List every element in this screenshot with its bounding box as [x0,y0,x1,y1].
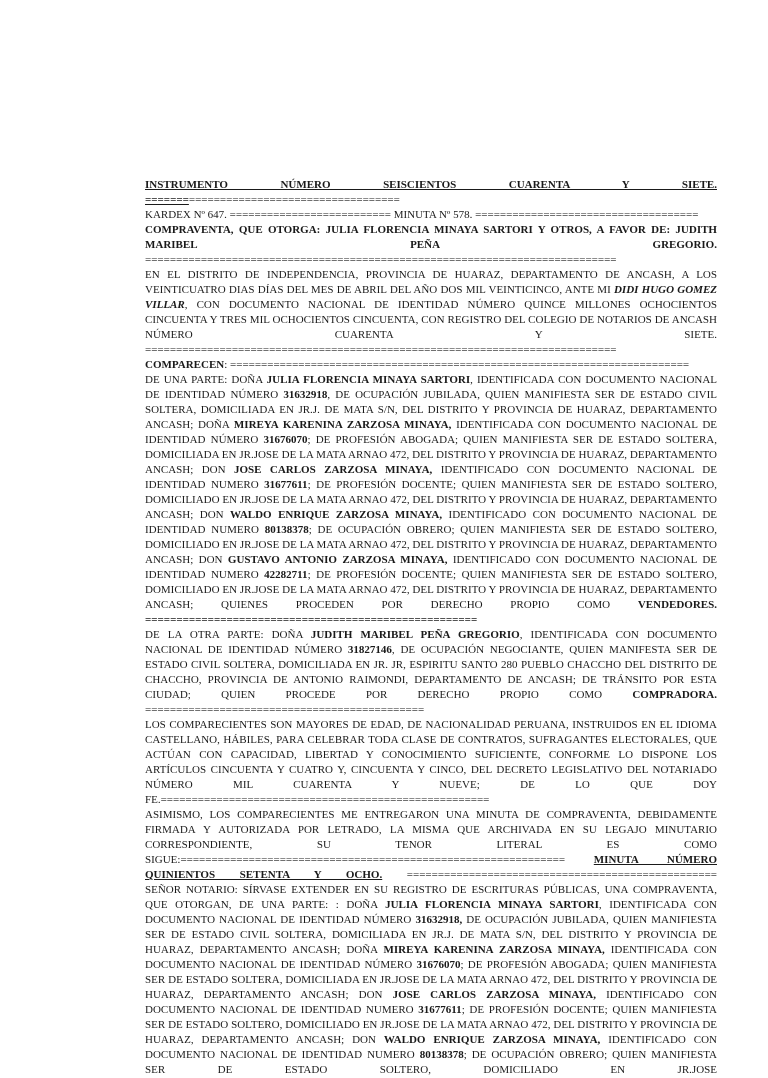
text-run: IDENTIFICADO CON DOCUMENTO NACIONAL DE IDENTIDAD NUMERO [145,989,717,1016]
paragraph-una-parte [145,373,717,613]
text-run: MINUTA NÚMERO QUINIENTOS SETENTA Y OCHO. [145,854,717,881]
text-run: DE OCUPACIÓN JUBILADA, QUIEN MANIFIESTA SER DE ESTADO CIVIL SOLTERA, DOMICILIADA EN JR.J. DE MATA S/N, DEL DISTRITO Y PROVINCIA DE HUARAZ, DEPARTAMENTO ANCASH; DOÑA [145,914,717,956]
text-run: INSTRUMENTO NÚMERO SEISCIENTOS CUARENTA Y SIETE. ======= [145,179,717,206]
text-run: IDENTIFICADO CON DOCUMENTO NACIONAL DE IDENTIDAD NUMERO [145,464,717,491]
text-run: IDENTIFICADO CON DOCUMENTO NACIONAL DE IDENTIDAD NUMERO [145,554,717,581]
text-run: EN EL DISTRITO DE INDEPENDENCIA, PROVINCIA DE HUARAZ, DEPARTAMENTO DE ANCASH, A LOS VEINTICUATRO DIAS DÍAS DEL MES DE ABRIL DEL AÑO DOS MIL VEINTICINCO, ANTE MI [145,269,717,296]
paragraph-sep-1 [145,253,717,268]
text-run: 31632918, [415,914,463,926]
paragraph-otra-parte [145,628,717,703]
text-run: : ========================================================================== [224,359,690,371]
text-run: ; DE PROFESIÓN DOCENTE; QUIEN MANIFIESTA SER DE ESTADO SOLTERO, DOMICILIADO EN JR.JOSE DE LA MATA ARNAO 472, DEL DISTRITO Y PROVINCIA DE HUARAZ, DEPARTAMENTO ANCASH; QUIENES PROCEDEN POR DERECHO PROPIO COMO [145,569,717,611]
text-run: 31827146 [347,644,392,656]
text-run: VENDEDORES. [637,599,717,611]
text-run: GUSTAVO ANTONIO ZARZOSA MINAYA, [227,554,448,566]
paragraph-mayores [145,718,717,808]
paragraph-kardex [145,208,717,223]
text-run: COMPARECEN [145,359,225,371]
text-run: IDENTIFICADO CON DOCUMENTO NACIONAL DE IDENTIDAD NUMERO [145,509,717,536]
paragraph-sep-2 [145,613,717,628]
text-run: 31632918 [283,389,328,401]
text-run: ; DE OCUPACIÓN OBRERO; QUIEN MANIFIESTA SER DE ESTADO SOLTERO, DOMICILIADO EN JR.JOSE DE LA MATA ARNAO 472, DEL DISTRITO Y PROVINCIA DE HUARAZ, DEPARTAMENTO ANCASH; DON [145,524,718,566]
text-run: ; DE OCUPACIÓN OBRERO; QUIEN MANIFIESTA SER DE ESTADO SOLTERO, DOMICILIADO EN JR.JOSE [145,1049,717,1076]
text-run: DIDI HUGO GOMEZ VILLAR [145,284,718,311]
text-run: SEÑOR NOTARIO: SÍRVASE EXTENDER EN SU REGISTRO DE ESCRITURAS PÚBLICAS, UNA COMPRAVENTA, QUE OTORGAN, DE UNA PARTE: : DOÑA [145,884,717,911]
text-run: LOS COMPARECIENTES SON MAYORES DE EDAD, DE NACIONALIDAD PERUANA, INSTRUIDOS EN EL IDIOMA CASTELLANO, HÁBILES, PARA CELEBRAR TODA CLASE DE CONTRATOS, SUFRAGANTES ELECTORALES, QUE ACTÚAN CON CAPACIDAD, LIBERTAD Y CONOCIMIENTO SUFICIENTE, CONFORME LO DISPONE LOS ARTÍCULOS CINCUENTA Y CUATRO Y, CINCUENTA Y CINCO, DEL DECRETO LEGISLATIVO DEL NOTARIADO NÚMERO MIL CUARENTA Y NUEVE; DE LO QUE DOY FE.===================================================== [145,719,717,806]
text-run: 31676070 [263,434,308,446]
paragraph-senor-notario [145,883,717,1078]
text-run: , IDENTIFICADA CON DOCUMENTO NACIONAL DE IDENTIDAD NÚMERO [145,899,717,926]
text-run: KARDEX Nº 647. ========================== MINUTA Nº 578. ==================================== [145,209,699,221]
text-run: ===================================================== [145,614,478,626]
text-run: JULIA FLORENCIA MINAYA SARTORI [266,374,471,386]
text-run: 42282711 [264,569,308,581]
text-run: IDENTIFICADA CON DOCUMENTO NACIONAL DE IDENTIDAD NÚMERO [145,944,717,971]
text-run: 31677611 [264,479,308,491]
text-run: DE UNA PARTE: DOÑA [145,374,267,386]
text-run: COMPRAVENTA, QUE OTORGA: JULIA FLORENCIA MINAYA SARTORI Y OTROS, A FAVOR DE: JUDITH MARIBEL PEÑA GREGORIO. [145,224,717,251]
text-run: JOSE CARLOS ZARZOSA MINAYA, [233,464,433,476]
paragraph-asimismo [145,808,717,883]
text-run: , DE OCUPACIÓN NEGOCIANTE, QUIEN MANIFESTA SER DE ESTADO CIVIL SOLTERA, DOMICILIADA EN JR. JR, ESPIRITU SANTO 280 PUEBLO CHACCHO DEL DISTRITO DE CHACCHO, PROVINCIA DE ANTONIO RAIMONDI, DEPARTAMENTO DE ANCASH; DE TRÁNSITO POR ESTA CIUDAD; QUIEN PROCEDE POR DERECHO PROPIO COMO [145,644,717,701]
document-body [145,178,717,1078]
text-run: 80138378 [264,524,309,536]
text-run: ; DE PROFESIÓN DOCENTE; QUIEN MANIFIESTA SER DE ESTADO SOLTERO, DOMICILIADO EN JR.JOSE DE LA MATA ARNAO 472, DEL DISTRITO Y PROVINCIA DE HUARAZ, DEPARTAMENTO ANCASH; DON [145,1004,717,1046]
text-run: ================================================== [382,869,717,881]
text-run: 31676070 [416,959,461,971]
text-run: ============================================= [145,704,425,716]
text-run: COMPRADORA. [632,689,717,701]
text-run: ; DE PROFESIÓN DOCENTE; QUIEN MANIFIESTA SER DE ESTADO SOLTERO, DOMICILIADO EN JR.JOSE DE LA MATA ARNAO 472, DEL DISTRITO Y PROVINCIA DE HUARAZ, DEPARTAMENTO ANCASH; DON [145,479,717,521]
text-run: JOSE CARLOS ZARZOSA MINAYA, [392,989,596,1001]
text-run: ================================== [188,194,400,206]
text-run: , IDENTIFICADA CON DOCUMENTO NACIONAL DE IDENTIDAD NÚMERO [145,629,717,656]
text-run: 80138378 [419,1049,464,1061]
paragraph-comparecen [145,358,717,373]
text-run: ============================================================================ [145,254,617,266]
paragraph-sep-3 [145,703,717,718]
paragraph-compraventa [145,223,717,253]
text-run: ; DE PROFESIÓN ABOGADA; QUIEN MANIFIESTA SER DE ESTADO SOLTERA, DOMICILIADA EN JR.JOSE DE LA MATA ARNAO 472, DEL DISTRITO Y PROVINCIA DE HUARAZ, DEPARTAMENTO ANCASH; DON [145,434,718,476]
text-run: MIREYA KARENINA ZARZOSA MINAYA, [233,419,452,431]
text-run: ; DE PROFESIÓN ABOGADA; QUIEN MANIFIESTA SER DE ESTADO SOLTERA, DOMICILIADA EN JR.JOSE DE LA MATA ARNAO 472, DEL DISTRITO Y PROVINCIA DE HUARAZ, DEPARTAMENTO ANCASH; DON [145,959,717,1001]
text-run: IDENTIFICADO CON DOCUMENTO NACIONAL DE IDENTIDAD NUMERO [145,1034,717,1061]
text-run: MIREYA KARENINA ZARZOSA MINAYA, [383,944,605,956]
text-run: WALDO ENRIQUE ZARZOSA MINAYA, [383,1034,601,1046]
text-run: WALDO ENRIQUE ZARZOSA MINAYA, [230,509,443,521]
text-run: , CON DOCUMENTO NACIONAL DE IDENTIDAD NÚMERO QUINCE MILLONES OCHOCIENTOS CINCUENTA Y TRES MIL OCHOCIENTOS CINCUENTA, CON REGISTRO DEL COLEGIO DE NOTARIOS DE ANCASH NÚMERO CUARENTA Y SIETE. ============================================================================ [145,299,717,356]
text-run: , IDENTIFICADA CON DOCUMENTO NACIONAL DE IDENTIDAD NÚMERO [145,374,718,401]
text-run: 31677611 [418,1004,462,1016]
text-run: ASIMISMO, LOS COMPARECIENTES ME ENTREGARON UNA MINUTA DE COMPRAVENTA, DEBIDAMENTE FIRMADA Y AUTORIZADA POR LETRADO, LA MISMA QUE ARCHIVADA EN SU LEGAJO MINUTARIO CORRESPONDIENTE, SU TENOR LITERAL ES COMO SIGUE:============================================================== [145,809,717,866]
text-run: , DE OCUPACIÓN JUBILADA, QUIEN MANIFIESTA SER DE ESTADO CIVIL SOLTERA, DOMICILIADA EN JR.J. DE MATA S/N, DEL DISTRITO Y PROVINCIA DE HUARAZ, DEPARTAMENTO ANCASH; DOÑA [145,389,717,431]
text-run: DE LA OTRA PARTE: DOÑA [145,629,311,641]
paragraph-intro [145,268,717,358]
paragraph-title [145,178,717,208]
text-run: JUDITH MARIBEL PEÑA GREGORIO [310,629,520,641]
text-run: JULIA FLORENCIA MINAYA SARTORI [385,899,599,911]
text-run: IDENTIFICADA CON DOCUMENTO NACIONAL DE IDENTIDAD NÚMERO [145,419,717,446]
